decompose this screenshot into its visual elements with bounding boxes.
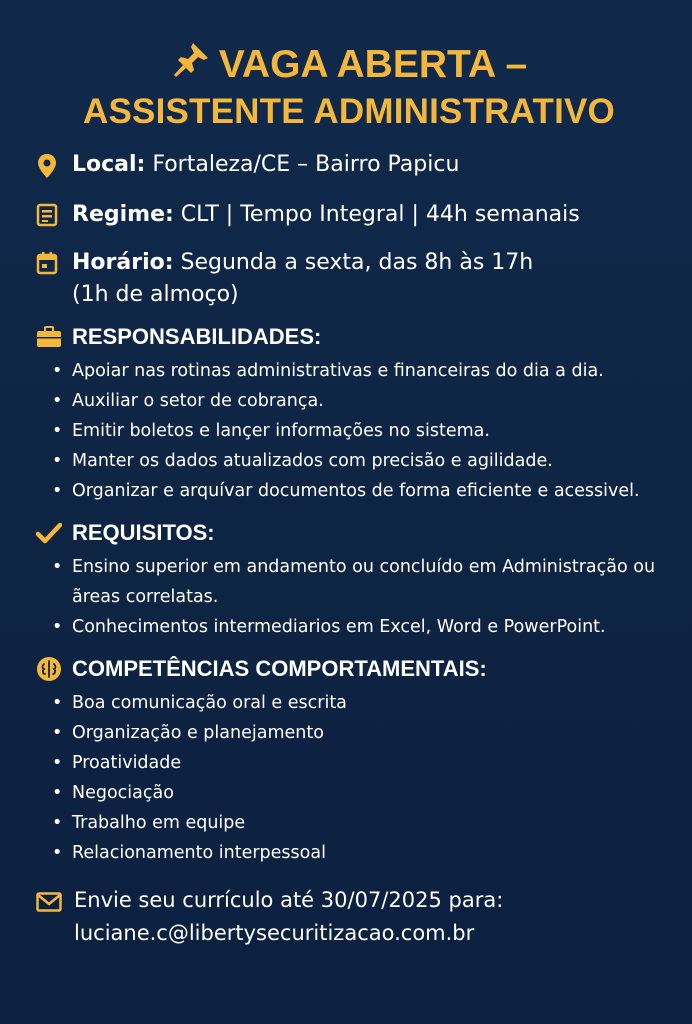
title-line-1: [36, 40, 662, 90]
info-local: [36, 149, 662, 189]
competencias-list: [36, 688, 662, 868]
title-block: [36, 40, 662, 131]
job-info: [36, 149, 662, 311]
envelope-icon: [36, 884, 62, 922]
checkmark-icon: [36, 522, 62, 544]
info-horario: [36, 247, 662, 311]
horario-extra: (1h de almoço): [72, 281, 239, 307]
list-item: • Proatividade: [52, 748, 662, 778]
list-item: • Conhecimentos intermediarios em Excel, Word e PowerPoint.: [52, 612, 662, 642]
title-text-1: VAGA ABERTA –: [218, 43, 528, 86]
location-pin-icon: [36, 149, 60, 189]
list-item: • Apoiar nas rotinas administrativas e financeiras do dia a dia.: [52, 356, 662, 386]
horario-label: Horário:: [72, 249, 174, 275]
list-item: • Auxiliar o setor de cobrança.: [52, 386, 662, 416]
footer-text: Envie seu currículo até 30/07/2025 para:: [74, 888, 504, 913]
regime-value: CLT | Tempo Integral | 44h semanais: [173, 201, 580, 227]
pushpin-icon: [171, 40, 211, 90]
list-item: • Negociação: [52, 778, 662, 808]
local-value: Fortaleza/CE – Bairro Papicu: [145, 151, 460, 177]
horario-value: Segunda a sexta, das 8h às 17h: [173, 249, 534, 275]
document-icon: [36, 199, 60, 237]
brain-icon: [36, 656, 62, 682]
list-item: • Trabalho em equipe: [52, 808, 662, 838]
local-label: Local:: [72, 151, 146, 177]
calendar-icon: [36, 247, 60, 285]
list-item: • Emitir boletos e lançer informações no sistema.: [52, 416, 662, 446]
competencias-title: COMPETÊNCIAS COMPORTAMENTAIS:: [72, 656, 487, 682]
regime-label: Regime:: [72, 201, 174, 227]
info-regime: [36, 199, 662, 237]
list-item: • Organização e planejamento: [52, 718, 662, 748]
requisitos-heading: [36, 520, 662, 546]
briefcase-icon: [36, 326, 62, 348]
title-line-2: ASSISTENTE ADMINISTRATIVO: [83, 91, 615, 131]
list-item: • Manter os dados atualizados com precisão e agilidade.: [52, 446, 662, 476]
list-item: • Boa comunicação oral e escrita: [52, 688, 662, 718]
list-item: • Ensino superior em andamento ou concluído em Administração ou ãreas correlatas.: [52, 552, 662, 612]
email-address[interactable]: luciane.c@libertysecuritizacao.com.br: [74, 920, 475, 945]
responsabilidades-title: RESPONSABILIDADES:: [72, 324, 322, 350]
requisitos-title: REQUISITOS:: [72, 520, 215, 546]
list-item: • Relacionamento interpessoal: [52, 838, 662, 868]
footer: [36, 884, 662, 949]
responsabilidades-heading: [36, 324, 662, 350]
responsabilidades-list: [36, 356, 662, 506]
competencias-heading: [36, 656, 662, 682]
list-item: • Organizar e arquívar documentos de forma eficiente e acessivel.: [52, 476, 662, 506]
footer-row: [36, 884, 662, 949]
requisitos-list: [36, 552, 662, 642]
